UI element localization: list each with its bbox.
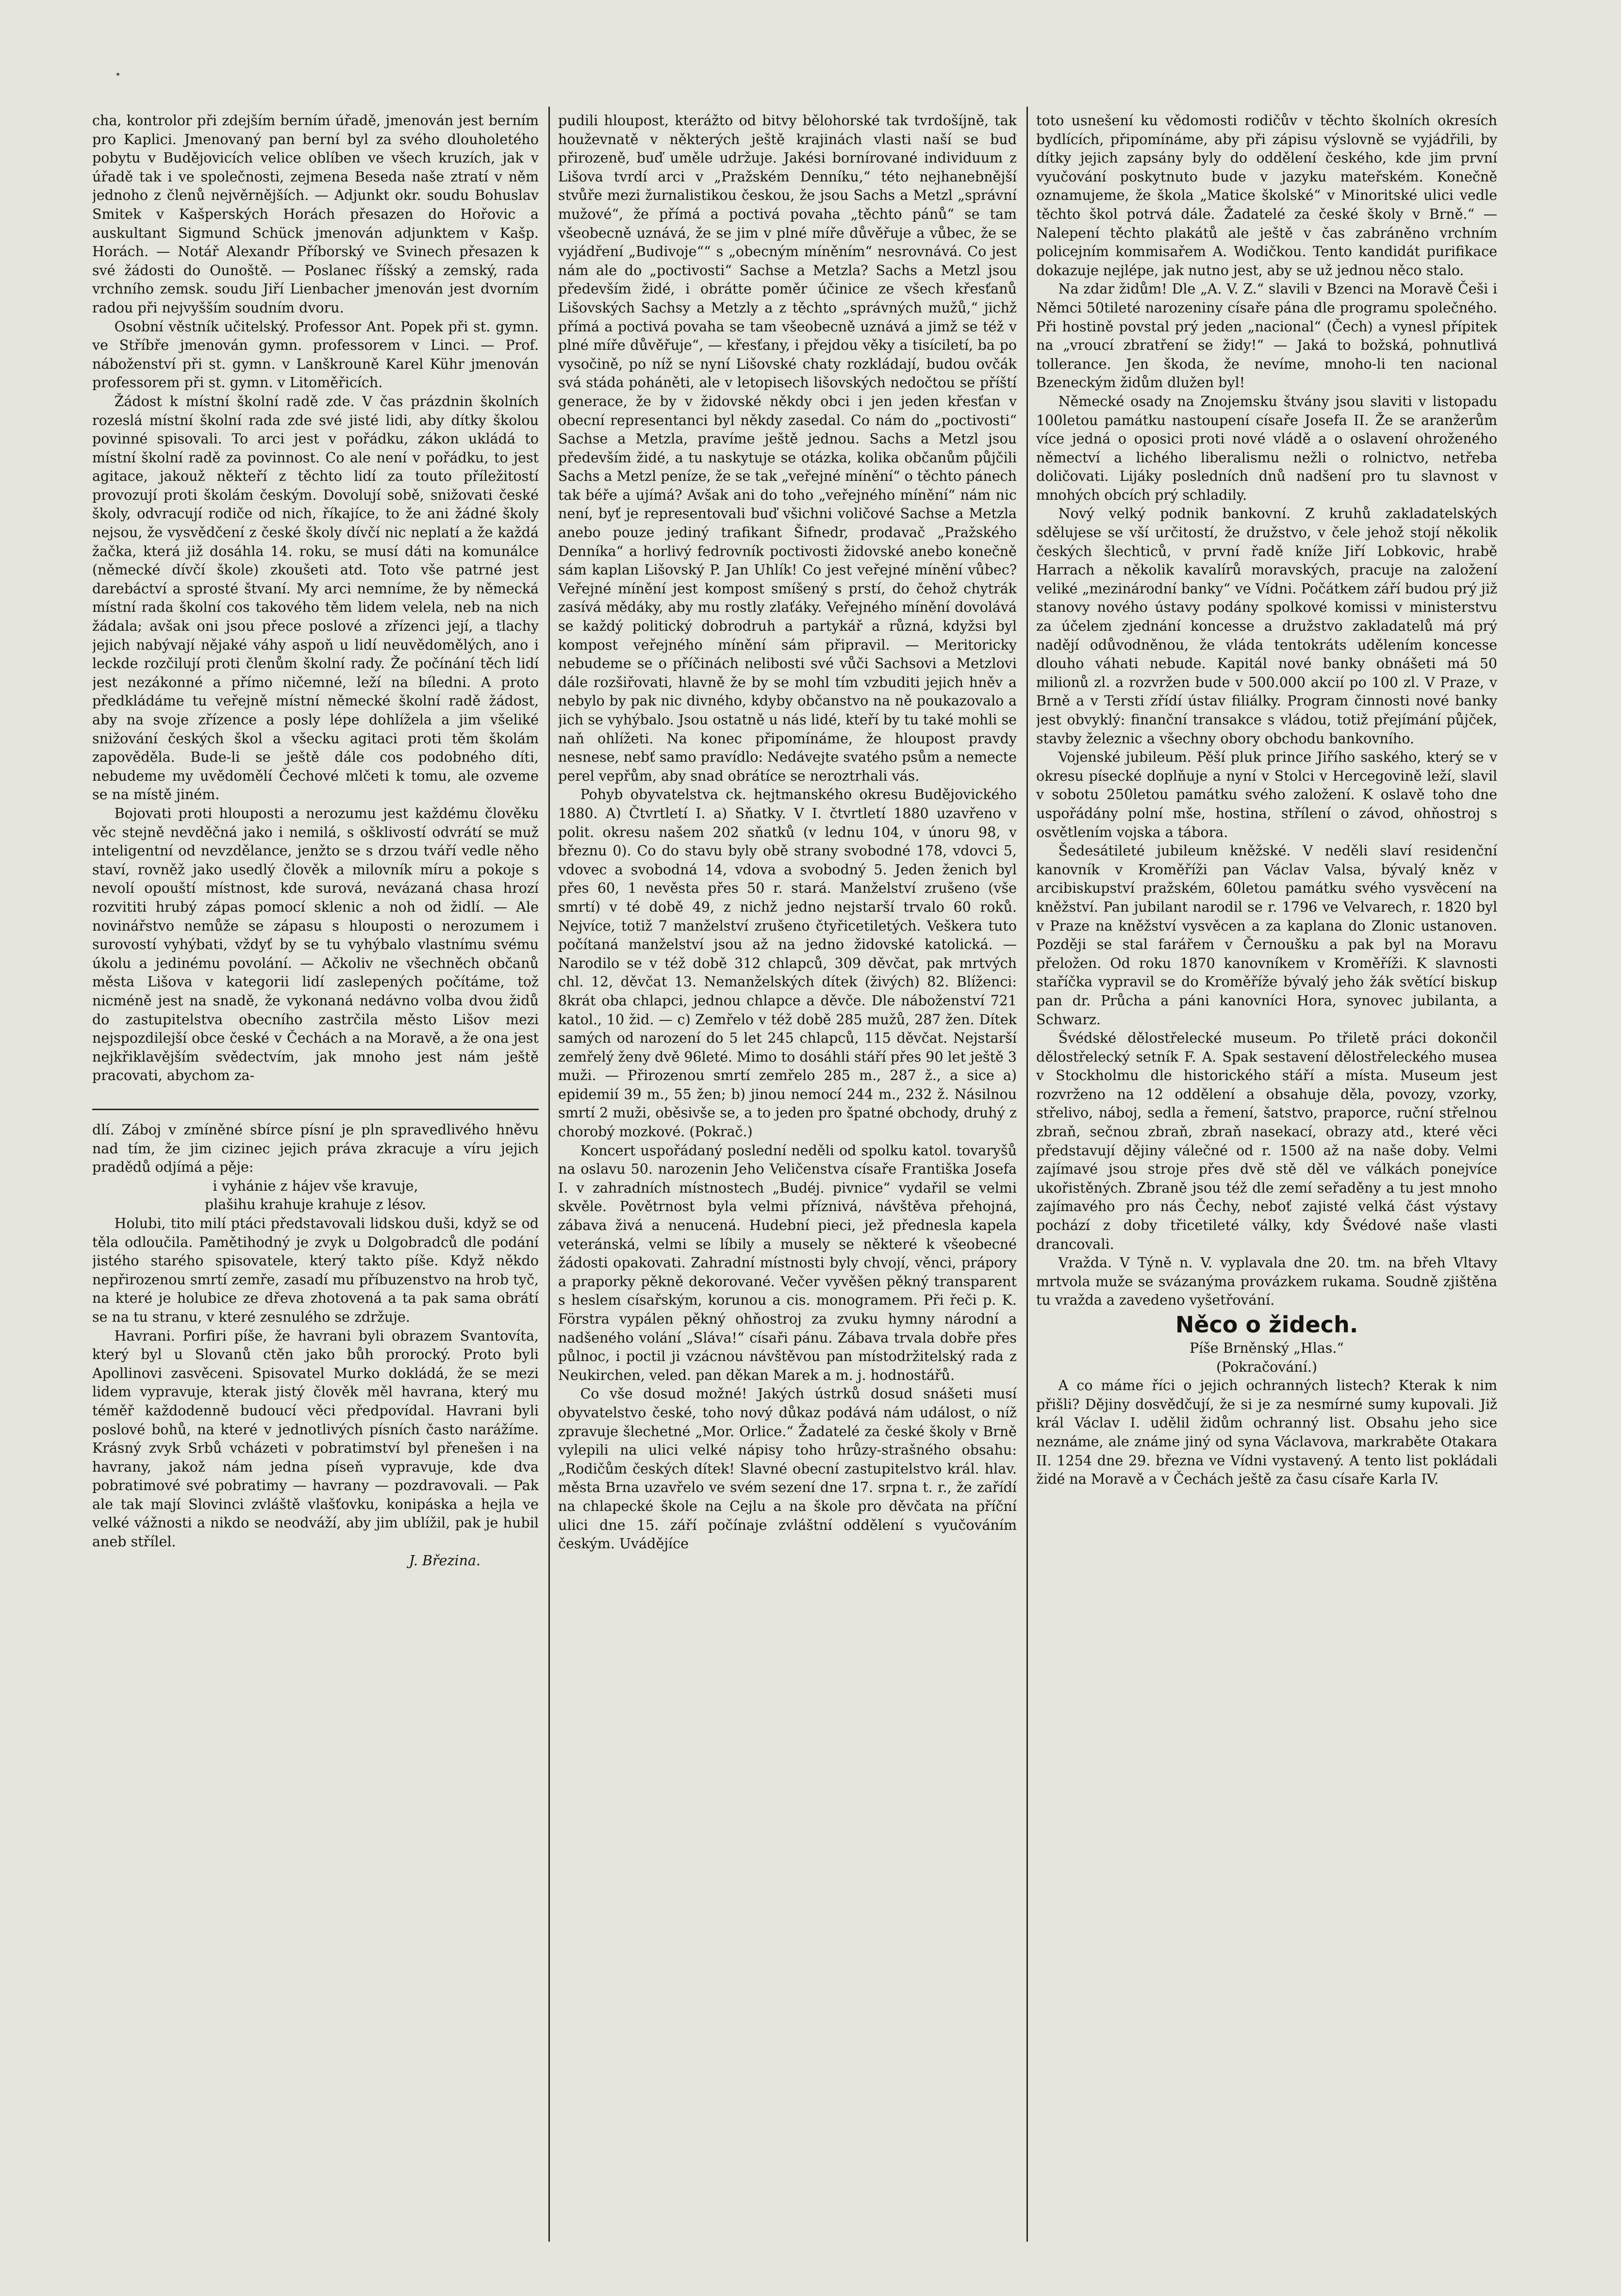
- c3-para-swedish-museum: Švédské dělostřelecké museum. Po třiletě práci dokončil dělostřelecký setník F. A. Spak sestavení dělostřeleckého musea v Stockholmu dle historického stáří a místa. Museum jest rozvrženo na 12 oddělení a obsahuje děla, povozy, vzorky, střelivo, náboj, sedla a řemení, šatstvo, praporce, ruční střelnou zbraň, sečnou zbraň, zbraň nasekací, obrazy atd., které věci představují dějiny válečné od r. 1500 až na naše doby. Velmi zajímavé jsou stroje přes dvě stě děl ve válkách ponejvíce ukořistěných. Zbraně jsou též dle zemí seřaděny a tu jest mnoho zajímavého pro nás Čechy, neboť zajisté velká část výstavy pochází z doby třicetileté války, kdy Švédové naše vlasti drancovali.: [1036, 1030, 1497, 1252]
- feuilleton: [92, 1121, 539, 2247]
- c2-para-lisov: pudili hloupost, kterážto od bitvy bělohorské tak tvrdošíjně, tak houževnatě v některých ještě krajinách vlasti naší se buď přirozeně, buď uměle udržuje. Jakési bornírované individuum z Lišova tvrdí arci v „Pražském Denníku,“ této nejhanebnější stvůře mezi žurnalistikou českou, že jsou Sachs a Metzl „správní mužové“, že přímá a poctivá povaha „těchto pánů“ se tam všeobecně uznává, že se jim v plné míře důvěřuje a vůbec, že se vyjádření „Budivoje““ s „obecným míněním“ nesrovnává. Co jest nám ale do „poctivosti“ Sachse a Metzla? Sachs a Metzl jsou především židé, i obrátte poměr účinice ze všech křesťanů Lišovských Sachsy a Metzly a z těchto „správných mužů,“ jichž přímá a poctivá povaha se tam všeobecně uznává a jimž se též v plné míře důvěřuje“, — křesťany, i přejdou věky a tisíciletí, ba po vysočině, po níž se nyní Lišovské chaty rozkládají, budou ovčák svá stáda poháněti, ale v letopisech lišovských nedočtou se příští generace, že by v židovské někdy obci i jen jeden křesťan v obecní representanci byl někdy zasedal. Co nám do „poctivosti“ Sachse a Metzla, pravíme ještě jednou. Sachs a Metzl jsou především židé, a tu naskytuje se otázka, kolika občanům půjčili Sachs a Metzl peníze, že se tak „veřejné mínění“ o těchto pánech tak béře a ujímá? Avšak ani do toho „veřejného mínění“ nám nic není, byť je representovali buď všichni voličové Sachse a Metzla anebo pouze jediný trafikant Šifnedr, prodavač „Pražského Denníka“ a horlivý fedrovník poctivosti židovské anebo konečně sám kaplan Lišovský P. Jan Uhlík! Co jest veřejné mínění vůbec? Veřejné mínění jest kompost smíšený s prstí, do čehož chytrák zasívá mědáky, aby mu rostly zlaťáky. Veřejného mínění dovolává se každý politický dobrodruh a partykář a různá, kdyžsi byl kompost veřejného mínění sám připravil. — Meritoricky nebudeme se o příčinách nelibosti své vůči Sachsovi a Metzlovi dále rozšiřovati, hlavně že by se mohl tím vzbuditi jejich hněv a nebylo by pak nic divného, kdyby občanstvo na ně poukazovalo a jich se vyhýbalo. Jsou ostatně u nás lidé, kteří by tu také mohli se naň ohlížeti. Na konec připomínáme, že hloupost pravdy nesnese, nebť samo pravídlo: Nedávejte svatého psům a nemecte perel vepřům, aby snad obrátíce se neroztrhali vás.: [558, 113, 1017, 784]
- column-1: [92, 112, 539, 1104]
- c1-para-teachers: Osobní věstník učitelský. Professor Ant. Popek při st. gymn. ve Stříbře jmenován gymn. professorem v Linci. — Prof. náboženství při st. gymn. v Lanškrouně Karel Kühr jmenován professorem při st. gymn. v Litoměřicích.: [92, 318, 539, 391]
- feature-continuation: (Pokračování.): [1216, 1359, 1318, 1375]
- c3-para-military-jubilee: Vojenské jubileum. Pěší pluk prince Jiřího saského, který se v okresu písecké doplňuje a nyní v Stolci v Hercegovině leží, slavil v sobotu 250letou památku svého založení. K oslavě toho dne uspořádány polní mše, hostina, střílení o závod, ohňostroj s osvětlením vojska a tábora.: [1036, 749, 1497, 840]
- column-2: [558, 112, 1017, 2247]
- column-rule-2: [1026, 107, 1028, 2242]
- c1-para-appointments: cha, kontrolor při zdejším berním úřadě, jmenován jest berním pro Kaplici. Jmenovaný pan berní byl za svého dlouholetého pobytu v Budějovicích velice oblíben ve všech kruzích, jak v úřadě tak i ve společnosti, zejmena Beseda naše ztratí v něm jednoho z členů nejvěrnějších. — Adjunkt okr. soudu Bohuslav Smitek v Kašperských Horách přesazen do Hořovic a auskultant Sigmund Schück jmenován adjunktem v Kašp. Horách. — Notář Alexandr Příborský ve Svinech přesazen k své žádosti do Ounoště. — Poslanec říšský a zemský, rada vrchního zemsk. soudu Jiří Lienbacher jmenován jest dvorním radou při nejvyšším soudním dvoru.: [92, 113, 539, 316]
- feature-byline: Píše Brněnský „Hlas.“: [1189, 1340, 1344, 1356]
- feature-title: Něco o židech.: [1175, 1312, 1358, 1338]
- column-3: [1036, 112, 1497, 2247]
- feuilleton-holubi: Holubi, tito milí ptáci představovali lidskou duši, když se od těla odloučila. Pamětihodný je zvyk u Dolgobradců dle podání jistého starého spisovatele, který takto píše. Když někdo nepřirozenou smrtí zemře, zasadí mu příbuzenstvo na hrob tyč, na které je holubice ze dřeva zhotovená a ta pak sama obrátí se na tu stranu, v které zesnulého se zdržuje.: [92, 1215, 539, 1325]
- feature-text: A co máme říci o jejich ochranných listech? Kterak k nim přišli? Dějiny dosvědčují, že si je za nesmírné sumy kupovali. Již král Václav I. udělil židům ochranný list. Obsahu jeho sice neznáme, ale známe jiný od syna Václavova, markraběte Otakara II. 1254 dne 29. března ve Vídni vystavený. A tento list pokládali židé na Moravě a v Čechách ještě za času císaře Karla IV.: [1036, 1378, 1497, 1488]
- c3-para-bzenec: Na zdar židům! Dle „A. V. Z.“ slavili v Bzenci na Moravě Češi i Němci 50tileté narozeniny císaře pána dle programu společného. Při hostině povstal prý jeden „nacional“ (Čech) a vynesl přípitek na „vroucí zbratření se židy!“ — Jaká to božská, pohnutlivá tollerance. Jen škoda, že nevíme, mnoho-li ten nacional Bzeneckým židům dlužen byl!: [1036, 281, 1497, 391]
- feuilleton-havrani: Havrani. Porfiri píše, že havrani byli obrazem Svantovíta, který byl u Slovanů ctěn jako bůh prorocký. Proto byli Apollinovi zasvěceni. Spisovatel Murko dokládá, že se mezi lidem vypravuje, kterak jistý člověk měl havrana, který mu téměř každodenně budoucí věci předpovídal. Havrani byli poslové bohů, na které v jednotlivých písních často narážíme. Krásný zvyk Srbů vcházeti v pobratimství byl přenešen i na havrany, jakož nám jedna píseň vypravuje, kde dva pobratimové své pobratimy — havrany — pozdravovali. — Pak ale tak mají Slovinci zvláště vlašťovku, konipáska a hejla ve velké vážnosti a nikdo se neodváží, aby jim ublížil, pak je hubil aneb střílel.: [92, 1328, 539, 1550]
- c3-para-bank: Nový velký podnik bankovní. Z kruhů zakladatelských sdělujese se vší určitostí, že družstvo, v čele jehož stojí několik českých šlechticů, v první řadě kníže Jiří Lobkovic, hrabě Harrach a několik kavalírů moravských, pracuje na založení veliké „mezinárodní banky“ ve Vídni. Počátkem září budou prý již stanovy nového ústavy podány spolkové komissi v ministerstvu za účelem zjednání koncesse a družstvo zakladatelů má prý nadějí odůvodněnou, že vláda tentokráts udělením koncesse dlouho váhati nebude. Kapitál nové banky obnášeti má 50 milionů zl. a rozvržen bude v 500.000 akcií po 100 zl. V Praze, v Brně a v Tersti zřídí ústav filiálky. Program činnosti nové banky jest obvyklý: finanční transakce s vládou, totiž přejímání půjček, stavby železnic a všechny obory obchodu bankovního.: [1036, 506, 1497, 747]
- c2-para-concert: Koncert uspořádaný poslední neděli od spolku katol. tovaryšů na oslavu 50. narozenin Jeho Veličenstva císaře Františka Josefa I. v zahradních místnostech „Budéj. pivnice“ vydařil se velmi skvěle. Povětrnost byla velmi příznivá, návštěva přehojná, zábava živá a nenucená. Hudební pieci, jež přednesla kapela veteránská, velmi se líbily a musely se některé k všeobecné žádosti opakovati. Zahradní místnosti byly chvojí, věnci, prápory a praporky pěkně dekorované. Večer vyvěšen pěkný transparent s heslem císařským, korunou a cis. monogramem. Při řeči p. K. Förstra vypálen pěkný ohňostroj za zvuku hymny národní a nadšeného volání „Sláva!“ císaři pánu. Zábava trvala dobře přes půlnoc, i poctil ji vzácnou návštěvou pan místodržitelský rada z Neukirchen, veled. pan děkan Marek a m. j. hodnostářů.: [558, 1142, 1017, 1383]
- c1-para-school-council: Žádost k místní školní radě zde. V čas prázdnin školních rozeslá místní školní rada zde své jisté lidi, aby dítky školou povinné spisovali. To arci jest v pořádku, zákon ukládá to místní školní radě za povinnost. Co ale není v pořádku, to jest agitace, jakouž někteří z těchto lidí za touto příležitostí provozují proti školám českým. Dovolují sobě, snižovati české školy, odvracují rodiče od nich, říkajíce, to že ani žádné školy nejsou, že vysvědčení z české školy dívčí nic neplatí a že každá žačka, která již dosáhla 14. roku, se musí dáti na komunálce (německé dívčí škole) zkoušeti atd. Toto vše patrné jest darebáctví a sprosté štvaní. My arci nemníme, že by německá místní rada školní cos takového těm lidem velela, neb na nich žádala; avšak oni jsou přece poslové a zřízenci její, a tlachy jejich nabývají nějaké váhy aspoň u lidí neuvědomělých, ano i leckde rozčilují proti členům školní rady. Že počínání těch lidí jest nezákonné a přímo ničemné, leží na bíledni. A proto předkládáme tu veřejně místní německé školní radě žádost, aby na svoje zřízence a posly lépe dohlížela a jim všeliké snižování českých škol a všecku agitaci proti těm školám zapověděla. Bude-li se ještě dále cos podobného díti, nebudeme my uvědomělí Čechové mlčeti k tomu, ale ozveme se na místě jiném.: [92, 393, 539, 803]
- c3-para-priest-jubilee: Šedesátileté jubileum kněžské. V neděli slaví residenční kanovník v Kroměříži pan Václav Valsa, bývalý kněz v arcibiskupství pražském, 60letou památku svého vysvěcení na kněžství. Pan jubilant narodil se r. 1796 ve Velvarech, r. 1820 byl v Praze na kněžství vysvěcen a za kaplana do Zlonic ustanoven. Později se stal farářem v Černoušku a pak byl na Moravu přeložen. Od roku 1870 kanovníkem v Kroměříži. K slavnosti staříčka vypravil se do Kroměříže bývalý jeho žák světící biskup pan dr. Průcha a páni kanovníci Hora, synovec jubilanta, a Schwarz.: [1036, 843, 1497, 1028]
- feuilleton-intro: dlí. Záboj v zmíněné sbírce písní je pln spravedlivého hněvu nad tím, že jim cizinec jejich práva zkracuje a víru jejich pradědů odjímá a pěje:: [92, 1122, 539, 1176]
- verse-line-2: plašihu krahuje krahuje z lésov.: [204, 1197, 427, 1213]
- signature: J. Březina.: [409, 1552, 480, 1569]
- print-speck: [116, 73, 119, 76]
- c3-para-murder: Vražda. V Týně n. V. vyplavala dne 20. tm. na břeh Vltavy mrtvola muže se svázanýma provázkem rukama. Soudně zjištěna tu vražda a zavedeno vyšetřování.: [1036, 1255, 1497, 1309]
- verse-line-1: i vyhánie z hájev vše kravuje,: [213, 1178, 418, 1194]
- c2-para-brno-schools: Co vše dosud možné! Jakých ústrků dosud snášeti musí obyvatelstvo české, toho nový důkaz podává nám událost, o níž zpravuje šlechetné „Mor. Orlice.“ Žadatelé za české školy v Brně vylepili na ulici velké nápisy toho hrůzy-strašného obsahu: „Rodičům českých dítek! Slavné obecní zastupitelstvo král. hlav. města Brna uzavřelo ve svém sezení dne 17. srpna t. r., že zařídí na chlapecké škole na Cejlu a na škole pro děvčata na příční ulici dne 15. září počínaje zvláštní oddělení s vyučováním českým. Uvádějíce: [558, 1386, 1017, 1552]
- column-1-rule: [92, 1109, 539, 1110]
- c1-para-stupidity: Bojovati proti hlouposti a nerozumu jest každému člověku věc stejně nevděčná jako i nemilá, s ošklivostí odvrátí se muž inteligentní od nevzdělance, jenžto se s drzou tváří vedle něho staví, rovněž jako usedlý člověk a milovník míru a pokoje s nevolí opouští místnost, kde surová, nevázaná chasa hrozí rozvititi hrubý zápas pomocí sklenic a noh od židlí. — Ale novinářstvo nemůže se zápasu s hlouposti o nerozumem i surovostí vyhýbati, vždyť by se tu vyhýbalo vlastnímu svému úkolu a jedinému povolání. — Ačkoliv ne všechněch občanů města Lišova v kategorii lidí zaslepených počítáme, tož nicméně jest na snadě, že vykonaná nedávno volba dvou židů do zastupitelstva obecního zastrčila město Lišov mezi nejspozdilejší obce české v Čechách a na Moravě, a že ona jest nejkřiklavějším svědectvím, jak mnoho jest nám ještě pracovati, abychom za-: [92, 805, 539, 1084]
- column-rule-1: [548, 107, 550, 2242]
- c3-para-znojmo: Německé osady na Znojemsku štvány jsou slaviti v listopadu 100letou památku nastoupení císaře Josefa II. Že se aranžerům více jedná o oposici proti nové vládě a o oslavení ohroženého němectví a lichého liberalismu nežli o rolnictvo, netřeba doličovati. Lijáky posledních dnů nadšení pro tu slavnost v mnohých obcích prý schladily.: [1036, 393, 1497, 503]
- c2-para-population: Pohyb obyvatelstva ck. hejtmanského okresu Budějovického 1880. A) Čtvrtletí I. a) Sňatky. V I. čtvrtletí 1880 uzavřeno v polit. okresu našem 202 sňatků (v lednu 104, v únoru 98, v březnu 0). Co do stavu byly obě strany svobodné 178, vdovci 5, vdovec a svobodná 14, vdova a svobodný 5. Jeden ženich byl přes 60, 1 nevěsta přes 50 r. stará. Manželství zrušeno (vše smrtí) v té době 49, z nichž jedno nejstarší trvalo 60 roků. Nejvíce, totiž 7 manželství zrušeno čtyřicetiletých. Veškera tuto počítaná manželství jsou až na jedno židovské katolická. — Narodilo se v též době 312 chlapců, 309 děvčat, pak mrtvých chl. 12, děvčat 13. Nemanželských dítek (živých) 82. Blíženci: 8krát oba chlapci, jednou chlapce a děvče. Dle náboženství 721 katol., 10 žid. — c) Zemřelo v též době 285 mužů, 287 žen. Dítek samých od narození do 5 let 245 chlapců, 115 děvčat. Nejstarší zemřelý ženy dvě 96leté. Mimo to dosáhli stáří přes 90 let ještě 3 muži. — Přirozenou smrtí zemřelo 285 m., 287 ž., a sice a) epidemií 39 m., 55 žen; b) jinou nemocí 244 m., 232 ž. Násilnou smrtí 2 muži, oběsivše se, a to jeden pro špatné obchody, druhý z chorobý mozkové. (Pokrač.): [558, 787, 1017, 1140]
- c3-para-brno-notice: toto usnešení ku vědomosti rodičův v těchto školních okresích bydlících, připomínáme, aby při zápisu výslovně se vyjádřili, by dítky jejich zapsány byly do oddělení českého, kde jim první vyučování poskytnuto bude v jazyku mateřském. Konečně oznamujeme, že škola „Matice školské“ v Minoritské ulici vedle těchto škol potrvá dále. Žadatelé za české školy v Brně.“ — Nalepení těchto plakátů ale ještě v čas zabráněno vrchním policejním kommisařem A. Wodičkou. Tento kandidát purifikace dokazuje nejlépe, jak nutno jest, aby se už jednou něco stalo.: [1036, 113, 1497, 279]
